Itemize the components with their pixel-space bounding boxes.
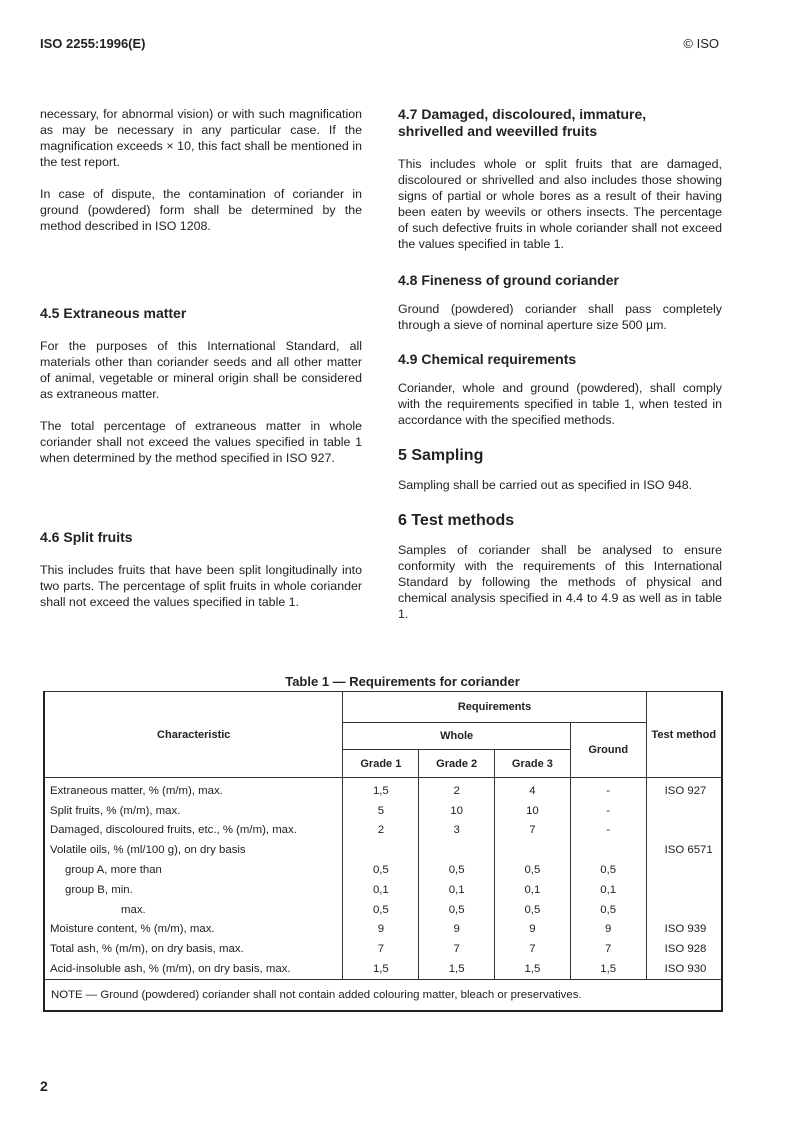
- characteristic-cell: group A, more than: [44, 860, 343, 880]
- grade2-cell: 0,5: [419, 860, 495, 880]
- grade1-header: Grade 1: [343, 750, 419, 778]
- table-row: [44, 778, 722, 801]
- dispute-paragraph: In case of dispute, the contamination of coriander in ground (powdered) form shall be determined by the method described in ISO 1208.: [40, 187, 362, 233]
- grade2-cell: 7: [419, 939, 495, 959]
- test-method-cell: ISO 930: [646, 959, 722, 979]
- requirements-header: Requirements: [343, 692, 646, 723]
- grade1-cell: 5: [343, 801, 419, 821]
- test-method-cell: ISO 927: [646, 778, 722, 801]
- grade1-cell: 1,5: [343, 959, 419, 979]
- table-row: [44, 920, 722, 940]
- characteristic-cell: Acid-insoluble ash, % (m/m), on dry basis, max.: [44, 959, 343, 979]
- grade1-cell: 0,5: [343, 900, 419, 920]
- section-4-9-heading: 4.9 Chemical requirements: [398, 351, 577, 367]
- whole-header: Whole: [343, 723, 570, 750]
- table-row: [44, 801, 722, 821]
- characteristic-cell: Volatile oils, % (ml/100 g), on dry basis: [44, 840, 343, 860]
- characteristic-cell: group B, min.: [44, 880, 343, 900]
- grade2-cell: 0,5: [419, 900, 495, 920]
- grade3-cell: 0,1: [495, 880, 571, 900]
- page-number: 2: [40, 1078, 48, 1094]
- characteristic-cell: Total ash, % (m/m), on dry basis, max.: [44, 939, 343, 959]
- table-row: [44, 840, 722, 860]
- ground-cell: 9: [570, 920, 646, 940]
- magnification-paragraph: necessary, for abnormal vision) or with such magnification as may be necessary in any particular case. If the magnification exceeds × 10, this fact shall be mentioned in the test report.: [40, 107, 362, 169]
- grade3-cell: 0,5: [495, 900, 571, 920]
- grade1-cell: 2: [343, 821, 419, 841]
- table-row: [44, 880, 722, 900]
- grade1-cell: 0,5: [343, 860, 419, 880]
- test-method-cell: [646, 900, 722, 920]
- table-row: [44, 900, 722, 920]
- grade1-cell: 9: [343, 920, 419, 940]
- left-column: [40, 106, 362, 610]
- grade2-header: Grade 2: [419, 750, 495, 778]
- test-method-cell: [646, 821, 722, 841]
- ground-cell: 0,1: [570, 880, 646, 900]
- section-6-paragraph: Samples of coriander shall be analysed to ensure conformity with the requirements of this International Standard by following the methods of physical and chemical analysis specified in 4.4 to 4.9 as well as in table 1.: [398, 543, 722, 621]
- grade1-cell: 0,1: [343, 880, 419, 900]
- grade3-cell: 10: [495, 801, 571, 821]
- section-4-5-heading: 4.5 Extraneous matter: [40, 305, 187, 321]
- section-4-9-paragraph: Coriander, whole and ground (powdered), shall comply with the requirements specified in table 1, when tested in accordance with the specified methods.: [398, 381, 722, 427]
- ground-cell: 7: [570, 939, 646, 959]
- grade3-cell: 0,5: [495, 860, 571, 880]
- grade2-cell: [419, 840, 495, 860]
- ground-cell: -: [570, 821, 646, 841]
- table-row: [44, 821, 722, 841]
- section-4-5-paragraph-1: For the purposes of this International Standard, all materials other than coriander seeds and all other matter of animal, vegetable or mineral origin shall be considered as extraneous matter.: [40, 339, 362, 401]
- ground-header: Ground: [570, 723, 646, 778]
- test-method-cell: ISO 6571: [646, 840, 722, 860]
- characteristic-cell: Split fruits, % (m/m), max.: [44, 801, 343, 821]
- table-row: [44, 959, 722, 979]
- grade3-cell: 4: [495, 778, 571, 801]
- section-4-6-heading: 4.6 Split fruits: [40, 529, 133, 545]
- grade2-cell: 3: [419, 821, 495, 841]
- table-note: NOTE — Ground (powdered) coriander shall not contain added colouring matter, bleach or preservatives.: [44, 979, 722, 1011]
- table-caption: Table 1 — Requirements for coriander: [285, 674, 520, 689]
- section-5-paragraph: Sampling shall be carried out as specified in ISO 948.: [398, 478, 693, 492]
- test-method-header: Test method: [646, 692, 722, 778]
- characteristic-cell: Extraneous matter, % (m/m), max.: [44, 778, 343, 801]
- grade3-cell: 9: [495, 920, 571, 940]
- grade1-cell: [343, 840, 419, 860]
- section-5-heading: 5 Sampling: [398, 447, 484, 464]
- grade3-cell: [495, 840, 571, 860]
- ground-cell: -: [570, 778, 646, 801]
- grade2-cell: 1,5: [419, 959, 495, 979]
- grade1-cell: 1,5: [343, 778, 419, 801]
- section-4-8-heading: 4.8 Fineness of ground coriander: [398, 272, 619, 288]
- ground-cell: 0,5: [570, 900, 646, 920]
- test-method-cell: [646, 880, 722, 900]
- section-4-7-heading-line1: 4.7 Damaged, discoloured, immature,: [398, 106, 647, 122]
- right-column: [398, 106, 722, 622]
- section-4-5-paragraph-2: The total percentage of extraneous matter in whole coriander shall not exceed the values specified in table 1 when determined by the method specified in ISO 927.: [40, 419, 362, 465]
- section-6-heading: 6 Test methods: [398, 512, 515, 529]
- grade2-cell: 0,1: [419, 880, 495, 900]
- grade1-cell: 7: [343, 939, 419, 959]
- ground-cell: 0,5: [570, 860, 646, 880]
- characteristic-header: Characteristic: [44, 692, 343, 778]
- grade3-cell: 1,5: [495, 959, 571, 979]
- section-4-6-paragraph: This includes fruits that have been split longitudinally into two parts. The percentage of split fruits in whole coriander shall not exceed the values specified in table 1.: [40, 563, 362, 609]
- table-row: [44, 860, 722, 880]
- section-4-8-paragraph: Ground (powdered) coriander shall pass completely through a sieve of nominal aperture size 500 µm.: [398, 302, 722, 332]
- characteristic-cell: max.: [44, 900, 343, 920]
- section-4-7-paragraph: This includes whole or split fruits that are damaged, discoloured or shrivelled and also includes those showing signs of partial or whole bores as a result of their having been eaten by weevils or others insects. The percentage of such defective fruits in whole coriander shall not exceed the values specified in table 1.: [398, 157, 722, 251]
- ground-cell: 1,5: [570, 959, 646, 979]
- grade3-cell: 7: [495, 939, 571, 959]
- characteristic-cell: Moisture content, % (m/m), max.: [44, 920, 343, 940]
- characteristic-cell: Damaged, discoloured fruits, etc., % (m/m), max.: [44, 821, 343, 841]
- section-4-7-heading-line2: shrivelled and weevilled fruits: [398, 123, 598, 139]
- ground-cell: -: [570, 801, 646, 821]
- table-row: [44, 939, 722, 959]
- test-method-cell: ISO 928: [646, 939, 722, 959]
- grade3-header: Grade 3: [495, 750, 571, 778]
- requirements-table: [43, 691, 723, 1012]
- copyright-mark: © ISO: [683, 36, 719, 51]
- grade2-cell: 10: [419, 801, 495, 821]
- test-method-cell: [646, 860, 722, 880]
- grade2-cell: 9: [419, 920, 495, 940]
- test-method-cell: ISO 939: [646, 920, 722, 940]
- grade2-cell: 2: [419, 778, 495, 801]
- ground-cell: [570, 840, 646, 860]
- grade3-cell: 7: [495, 821, 571, 841]
- document-id: ISO 2255:1996(E): [40, 36, 146, 51]
- test-method-cell: [646, 801, 722, 821]
